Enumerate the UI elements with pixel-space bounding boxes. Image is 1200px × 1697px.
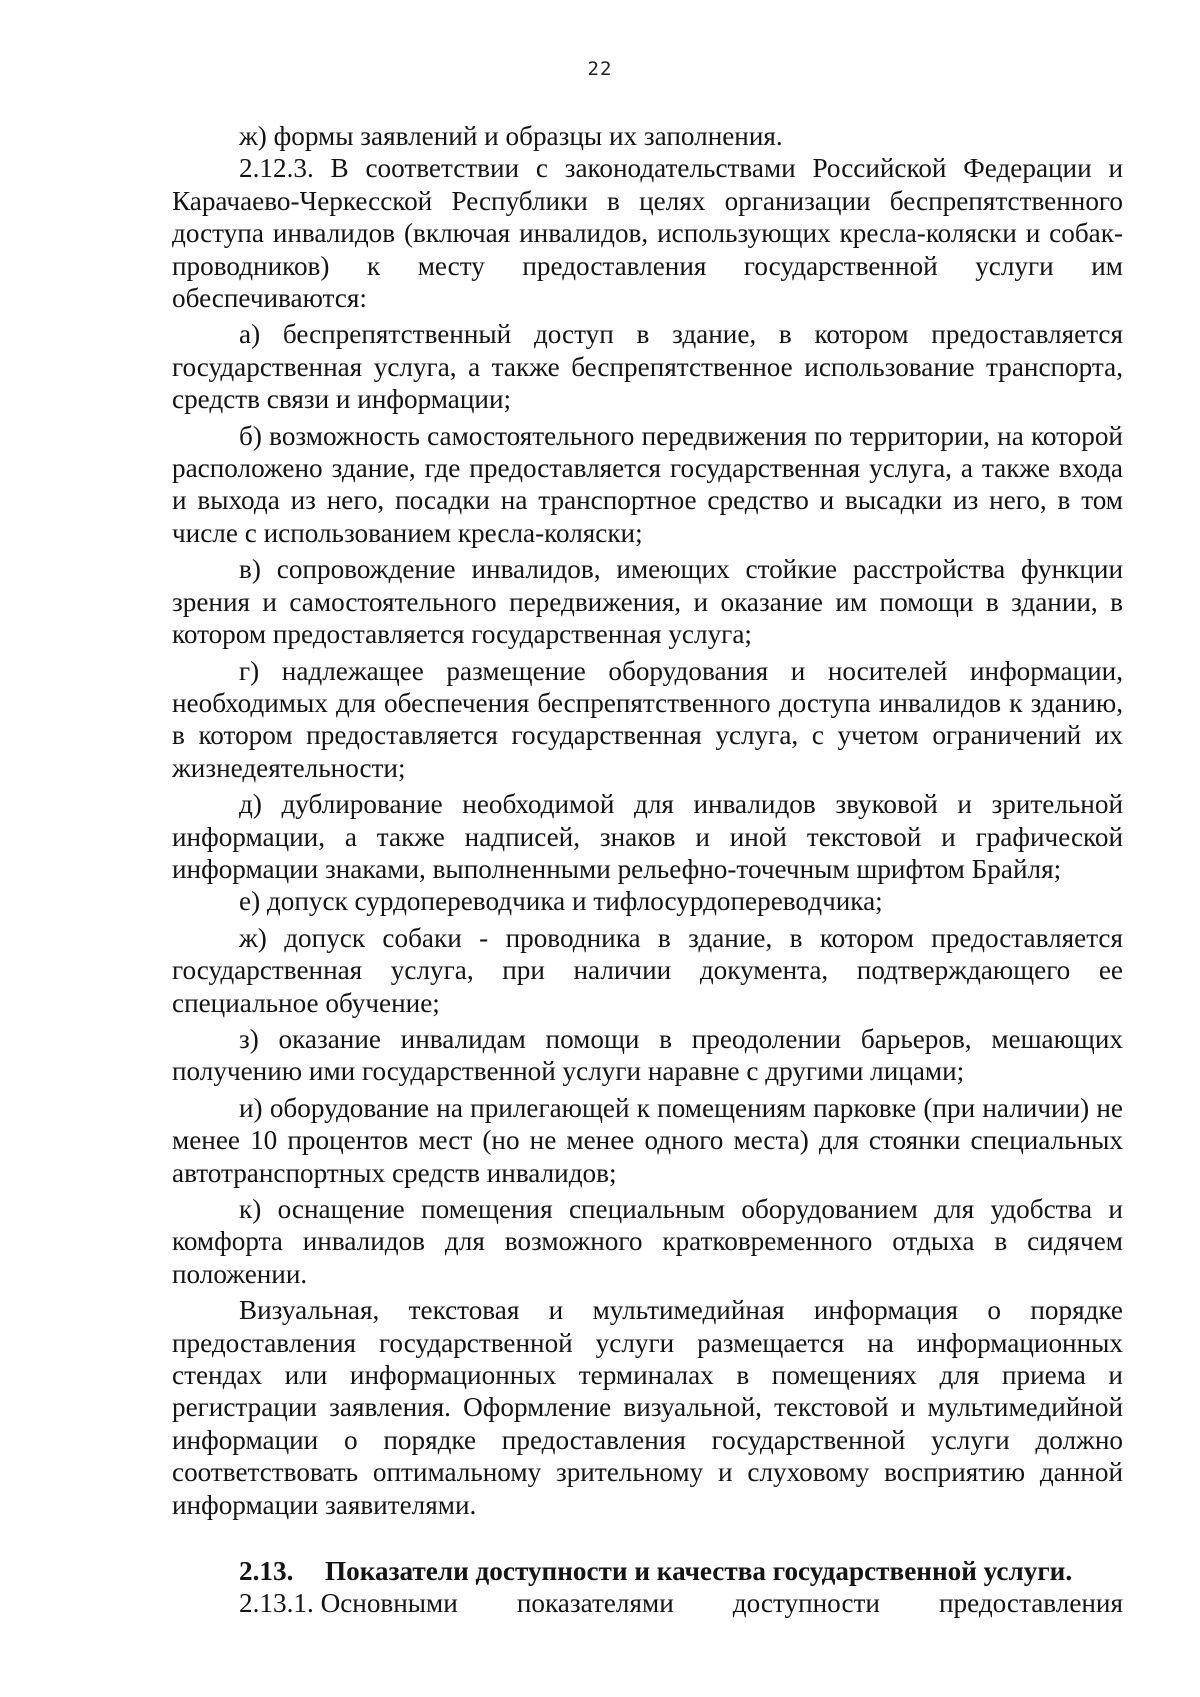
- paragraph-2-12-3: 2.12.3. В соответствии с законодательствами Российской Федерации и Карачаево-Черкесской Республики в целях организации беспрепятственного доступа инвалидов (включая инвалидов, использующих кресла-коляски и собак-проводников) к месту предоставления государственной услуги им обеспечиваются:: [172, 153, 1123, 314]
- paragraph-item-v: в) сопровождение инвалидов, имеющих стойкие расстройства функции зрения и самостоятельного передвижения, и оказание им помощи в здании, в котором предоставляется государственная услуга;: [172, 554, 1123, 650]
- paragraph-item-a: а) беспрепятственный доступ в здание, в котором предоставляется государственная услуга, а также беспрепятственное использование транспорта, средств связи и информации;: [172, 319, 1123, 415]
- section-title: Показатели доступности и качества государственной услуги.: [325, 1556, 1073, 1587]
- paragraph-item-zh: ж) формы заявлений и образцы их заполнения.: [239, 121, 783, 151]
- paragraph-item-k: к) оснащение помещения специальным оборудованием для удобства и комфорта инвалидов для возможного кратковременного отдыха в сидячем положении.: [172, 1194, 1123, 1289]
- page-number: 22: [587, 58, 613, 80]
- section-heading: [172, 1555, 1123, 1587]
- paragraph-item-b: б) возможность самостоятельного передвижения по территории, на которой расположено здание, где предоставляется государственная услуга, а также входа и выхода из него, посадки на транспортное средство и высадки из него, в том числе с использованием кресла-коляски;: [172, 420, 1123, 548]
- paragraph-item-d: д) дублирование необходимой для инвалидов звуковой и зрительной информации, а также надписей, знаков и иной текстовой и графической информации знаками, выполненными рельефно-точечным шрифтом Брайля;: [172, 789, 1123, 884]
- last-line-word: показателями: [516, 1588, 674, 1619]
- paragraph-item-e: е) допуск сурдопереводчика и тифлосурдопереводчика;: [239, 886, 883, 917]
- paragraph-2-13-1: [172, 1587, 1123, 1619]
- paragraph-visual-info: Визуальная, текстовая и мультимедийная информация о порядке предоставления государственной услуги размещается на информационных стендах или информационных терминалах в помещениях для приема и регистрации заявления. Оформление визуальной, текстовой и мультимедийной информации о порядке предоставления государственной услуги должно соответствовать оптимальному зрительному и слуховому восприятию данной информации заявителями.: [172, 1295, 1123, 1520]
- last-line-word: доступности: [732, 1588, 880, 1619]
- last-line-word: предоставления: [938, 1588, 1123, 1619]
- paragraph-item-z: з) оказание инвалидам помощи в преодолении барьеров, мешающих получению ими государственной услуги наравне с другими лицами;: [172, 1023, 1123, 1087]
- paragraph-item-i: и) оборудование на прилегающей к помещениям парковке (при наличии) не менее 10 процентов мест (но не менее одного места) для стоянки специальных автотранспортных средств инвалидов;: [172, 1092, 1123, 1188]
- paragraph-item-g: г) надлежащее размещение оборудования и носителей информации, необходимых для обеспечения беспрепятственного доступа инвалидов к зданию, в котором предоставляется государственная услуга, с учетом ограничений их жизнедеятельности;: [172, 655, 1123, 783]
- document-body: [172, 120, 1123, 1620]
- section-number: 2.13.: [239, 1556, 294, 1587]
- last-line-word: 2.13.1. Основными: [239, 1588, 458, 1619]
- paragraph-item-zh2: ж) допуск собаки - проводника в здание, в котором предоставляется государственная услуга, при наличии документа, подтверждающего ее специальное обучение;: [172, 922, 1123, 1018]
